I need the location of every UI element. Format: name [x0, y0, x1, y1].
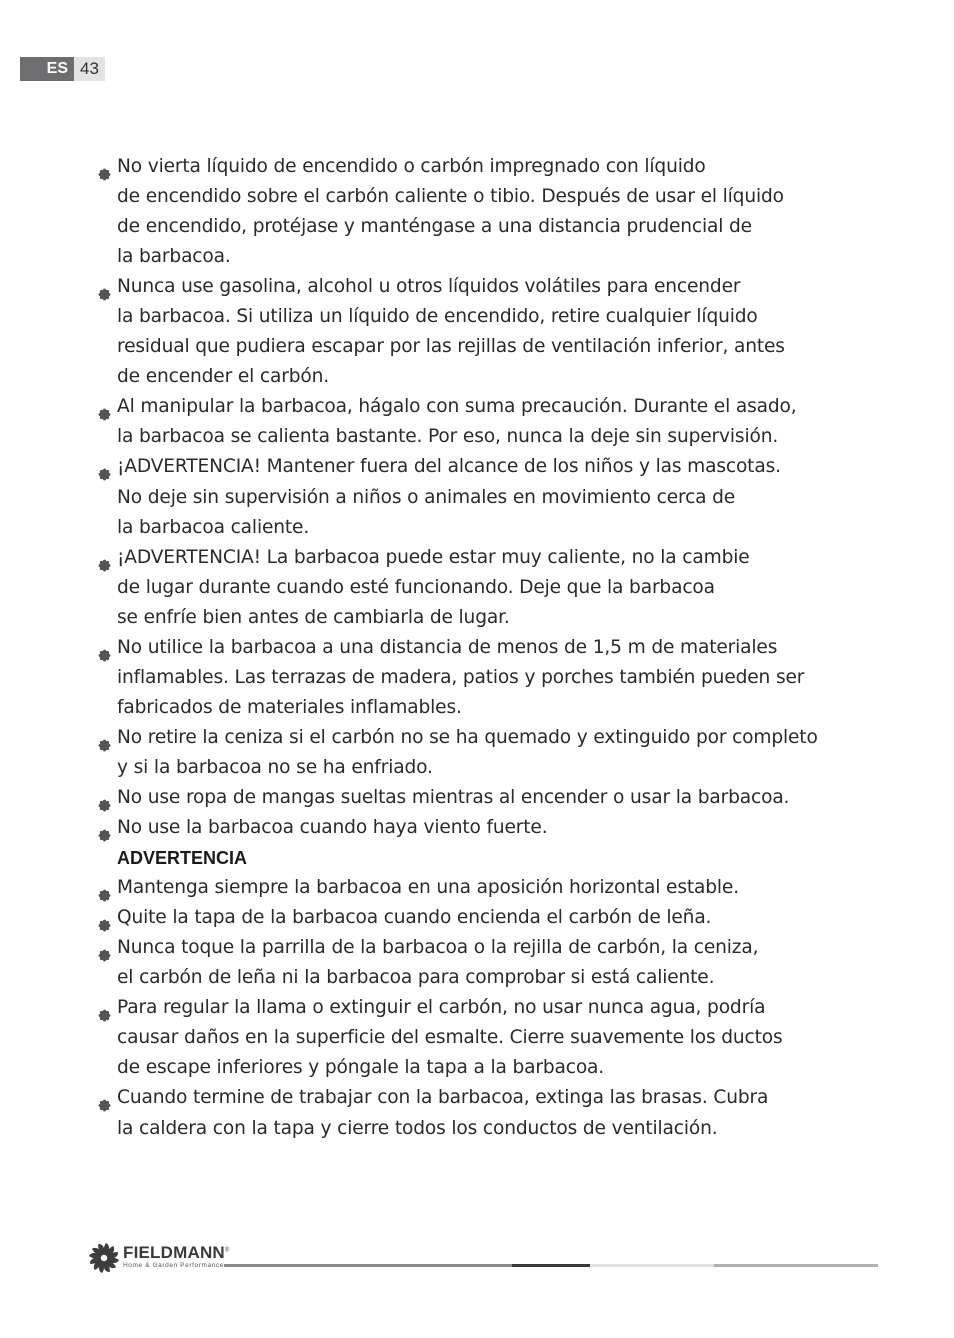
bullet-item [98, 392, 898, 452]
bullet-item [98, 152, 898, 272]
page-header-tab [20, 57, 105, 81]
safety-instructions [98, 152, 898, 1144]
bullet-item [98, 633, 898, 723]
flower-bullet-icon [98, 732, 111, 745]
bullet-text-line: No retire la ceniza si el carbón no se ha quemado y extinguido por completo [117, 726, 818, 748]
bullet-item [98, 873, 898, 903]
flower-bullet-icon [98, 642, 111, 655]
language-badge: ES [20, 57, 74, 81]
bullet-text-line: residual que pudiera escapar por las rejillas de ventilación inferior, antes [117, 336, 785, 358]
bullet-text-line: la barbacoa se calienta bastante. Por eso, nunca la deje sin supervisión. [117, 426, 779, 448]
bullet-text-line: ¡ADVERTENCIA! La barbacoa puede estar muy caliente, no la cambie [117, 546, 750, 568]
bullet-item [98, 272, 898, 392]
bullet-text-line: la caldera con la tapa y cierre todos los conductos de ventilación. [117, 1117, 718, 1139]
bullet-item [98, 1083, 898, 1143]
bullet-item [98, 783, 898, 813]
flower-bullet-icon [98, 401, 111, 414]
bullet-item [98, 933, 898, 993]
bullet-text-line: Cuando termine de trabajar con la barbacoa, extinga las brasas. Cubra [117, 1087, 769, 1109]
bullet-text-line: la barbacoa. Si utiliza un líquido de encendido, retire cualquier líquido [117, 306, 758, 328]
flower-bullet-icon [98, 822, 111, 835]
flower-bullet-icon [98, 882, 111, 895]
bullet-text-line: No vierta líquido de encendido o carbón impregnado con líquido [117, 156, 706, 177]
flower-bullet-icon [98, 1092, 111, 1105]
bullet-text-line: se enfríe bien antes de cambiarla de lugar. [117, 606, 510, 628]
bullet-text-line: de encendido sobre el carbón caliente o tibio. Después de usar el líquido [117, 186, 784, 208]
bullet-item [98, 993, 898, 1083]
bullet-text-line: Mantenga siempre la barbacoa en una aposición horizontal estable. [117, 877, 739, 899]
bullet-text-line: de encender el carbón. [117, 366, 329, 388]
trademark-symbol: ® [224, 1247, 230, 1254]
footer-rule-segment-3 [590, 1264, 714, 1267]
bullet-text-line: Quite la tapa de la barbacoa cuando encienda el carbón de leña. [117, 907, 712, 929]
bullet-text-line: inflamables. Las terrazas de madera, patios y porches también pueden ser [117, 666, 805, 688]
bullet-text-line: No deje sin supervisión a niños o animales en movimiento cerca de [117, 486, 736, 508]
bullet-text-line: causar daños en la superficie del esmalte. Cierre suavemente los ductos [117, 1027, 783, 1049]
bullet-text-line: No use ropa de mangas sueltas mientras al encender o usar la barbacoa. [117, 786, 790, 808]
bullet-text-line: No utilice la barbacoa a una distancia de menos de 1,5 m de materiales [117, 636, 778, 658]
bullet-text-line: No use la barbacoa cuando haya viento fuerte. [117, 817, 548, 839]
flower-bullet-icon [98, 942, 111, 955]
flower-bullet-icon [98, 1002, 111, 1015]
bullet-text-line: el carbón de leña ni la barbacoa para comprobar si está caliente. [117, 967, 715, 989]
bullet-item [98, 723, 898, 783]
footer [88, 1240, 880, 1276]
fieldmann-flower-logo-icon [88, 1242, 120, 1274]
section-heading: ADVERTENCIA [117, 848, 248, 869]
bullet-item [98, 813, 898, 843]
bullet-text-line: y si la barbacoa no se ha enfriado. [117, 756, 433, 778]
brand-name: FIELDMANN® [123, 1243, 230, 1262]
flower-bullet-icon [98, 552, 111, 565]
bullet-text-line: Al manipular la barbacoa, hágalo con suma precaución. Durante el asado, [117, 396, 797, 418]
brand-tagline: Home & Garden Performance [123, 1262, 224, 1269]
bullet-text-line: la barbacoa caliente. [117, 516, 310, 538]
bullet-text-line: de lugar durante cuando esté funcionando. Deje que la barbacoa [117, 576, 715, 598]
bullet-text-line: fabricados de materiales inflamables. [117, 696, 462, 718]
bullet-text-line: Nunca toque la parrilla de la barbacoa o la rejilla de carbón, la ceniza, [117, 937, 759, 959]
bullet-text-line: Para regular la llama o extinguir el carbón, no usar nunca agua, podría [117, 997, 766, 1019]
bullet-text-line: ¡ADVERTENCIA! Mantener fuera del alcance de los niños y las mascotas. [117, 456, 781, 478]
flower-bullet-icon [98, 161, 111, 174]
footer-rule-segment-1 [224, 1264, 512, 1267]
bullet-text-line: Nunca use gasolina, alcohol u otros líquidos volátiles para encender [117, 276, 741, 298]
flower-bullet-icon [98, 912, 111, 925]
footer-rule-segment-2 [512, 1264, 590, 1267]
page-number: 43 [74, 57, 105, 81]
bullet-text-line: la barbacoa. [117, 246, 231, 268]
bullet-item [98, 452, 898, 542]
bullet-item [98, 543, 898, 633]
flower-bullet-icon [98, 461, 111, 474]
flower-bullet-icon [98, 281, 111, 294]
flower-bullet-icon [98, 792, 111, 805]
bullet-item [98, 903, 898, 933]
bullet-text-line: de encendido, protéjase y manténgase a una distancia prudencial de [117, 216, 752, 238]
bullet-text-line: de escape inferiores y póngale la tapa a la barbacoa. [117, 1057, 605, 1079]
footer-rule-segment-4 [714, 1264, 878, 1267]
